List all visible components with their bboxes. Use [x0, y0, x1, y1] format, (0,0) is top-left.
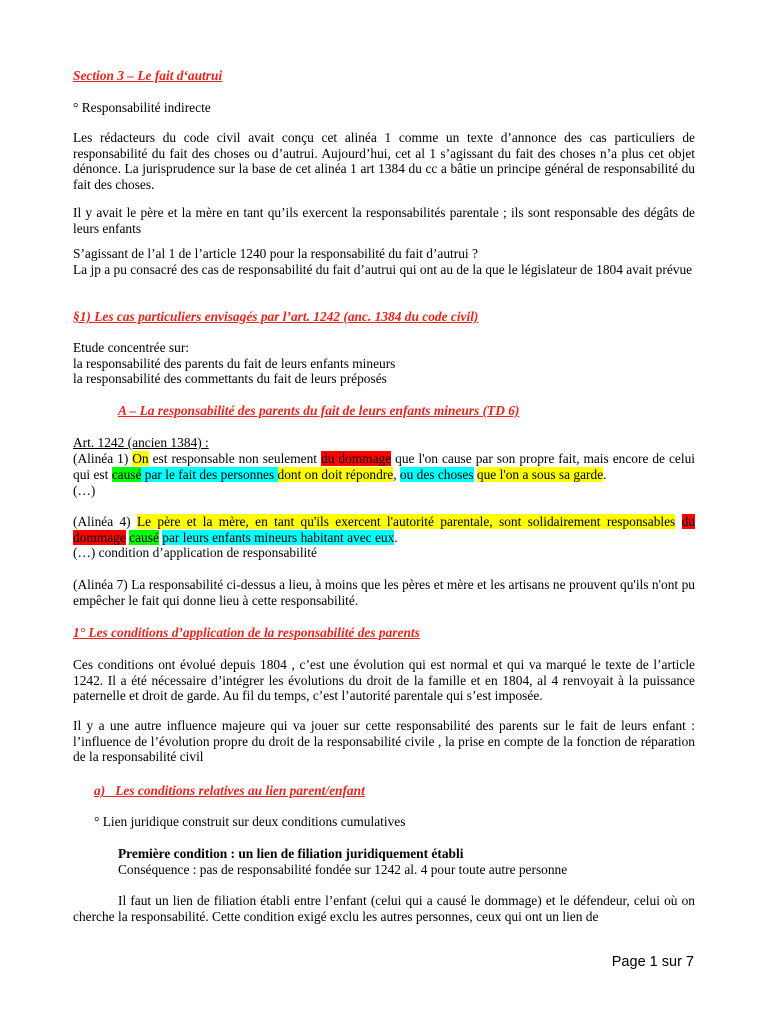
heading-A: A – La responsabilité des parents du fait de leurs enfants mineurs (TD 6): [118, 403, 520, 418]
alinea-4-text: [675, 514, 681, 529]
section-title: Section 3 – Le fait d‘autrui: [73, 68, 223, 83]
alinea-4-text: .: [394, 529, 398, 545]
alinea-1-text: .: [603, 466, 607, 482]
alinea-1: [73, 451, 695, 482]
ellipsis: (…): [73, 483, 96, 498]
resp-indirecte-label: ° Responsabilité indirecte: [73, 100, 211, 115]
etude-intro: Etude concentrée sur:: [73, 340, 189, 355]
highlight-dommage: du dommage: [73, 514, 695, 545]
heading-1-conditions: 1° Les conditions d’application de la responsabilité des parents: [73, 625, 420, 640]
paragraph-1: Les rédacteurs du code civil avait conçu cet alinéa 1 comme un texte d’annonce des cas particuliers de responsabilité du fait des choses ou d’autrui. Aujourd’hui, cet al 1 s’agissant du fait des choses n’a plus cet objet dénonce. La jurisprudence sur la base de cet alinéa 1 art 1384 du cc a bâtie un principe général de responsabilité du fait des choses.: [73, 130, 695, 192]
highlight-pere-mere: Le père et la mère, en tant qu'ils exercent l'autorité parentale, sont solidairement responsables: [136, 514, 676, 529]
heading-a-lien: [94, 783, 695, 799]
lien-juridique: ° Lien juridique construit sur deux conditions cumulatives: [94, 814, 406, 829]
highlight-dommage: du dommage: [321, 451, 392, 466]
highlight-enfants: par leurs enfants mineurs habitant avec eux: [162, 529, 395, 545]
etude-item: la responsabilité des parents du fait de leurs enfants mineurs: [73, 355, 396, 371]
highlight-par-le-fait: par le fait des personnes: [141, 466, 278, 482]
alinea-7: (Alinéa 7) La responsabilité ci-dessus a lieu, à moins que les pères et mère et les artisans ne prouvent qu'ils n'ont pu empêcher le fait qui donne lieu à cette responsabilité.: [73, 577, 695, 608]
heading-a-text: Les conditions relatives au lien parent/enfant: [115, 783, 365, 798]
paragraph-2: Il y avait le père et la mère en tant qu’ils exercent la responsabilités parentale ; ils sont responsable des dégâts de leurs enfants: [73, 205, 695, 236]
highlight-ou-des-choses: ou des choses: [399, 466, 474, 482]
paragraph-5: Il y a une autre influence majeure qui va jouer sur cette responsabilité des parents sur le fait de leurs enfant : l’influence de l’évolution propre du droit de la responsabilité civile , la prise en compte de la fonction de réparation de la responsabilité civil: [73, 718, 695, 764]
highlight-dont-on-doit: dont on doit répondre: [277, 466, 394, 482]
alinea-1-text: est responsable non seulement: [148, 451, 321, 466]
highlight-garde: que l'on a sous sa garde: [476, 466, 604, 482]
premiere-condition: Première condition : un lien de filiation juridiquement établi: [118, 846, 464, 861]
etude-list: [73, 340, 695, 387]
heading-a-number: a): [94, 783, 106, 798]
paragraph-4: Ces conditions ont évolué depuis 1804 , c’est une évolution qui est normal et qui va marqué le texte de l’article 1242. Il a été nécessaire d’intégrer les évolutions du droit de la famille et en 1804, al 4 renvoyait à la puissance paternelle et droit de garde. Au fil du temps, c’est l’autorité parentale qui s’est imposée.: [73, 657, 695, 703]
paragraph-3: [73, 246, 695, 277]
highlight-on: On: [132, 451, 149, 466]
paragraph-3-line-2: La jp a pu consacré des cas de responsabilité du fait d’autrui qui ont au de la que le législateur de 1804 avait prévue: [73, 261, 693, 277]
paragraph-6: Il faut un lien de filiation établi entre l’enfant (celui qui a causé le dommage) et le défendeur, celui où on cherche la responsabilité. Cette condition exigé exclu les autres personnes, ceux qui ont un lien de: [73, 893, 695, 924]
consequence: Conséquence : pas de responsabilité fondée sur 1242 al. 4 pour toute autre personne: [118, 861, 568, 877]
alinea-4-prefix: (Alinéa 4): [73, 514, 137, 529]
article-reference: Art. 1242 (ancien 1384) :: [73, 435, 209, 450]
highlight-cause: causé: [111, 466, 142, 482]
alinea-1-text: ,: [393, 466, 400, 482]
highlight-cause: causé: [129, 529, 159, 545]
paragraph-3-line-1: S’agissant de l’al 1 de l’article 1240 pour la responsabilité du fait d’autrui ?: [73, 246, 478, 261]
page-number: Page 1 sur 7: [611, 954, 694, 970]
heading-section-1: §1) Les cas particuliers envisagés par l’art. 1242 (anc. 1384 du code civil): [73, 309, 479, 324]
alinea-1-text: que l'on cause par son propre fait, mais encore de celui qui est: [73, 451, 696, 482]
condition-application: (…) condition d’application de responsabilité: [73, 545, 317, 560]
alinea-1-prefix: (Alinéa 1): [73, 451, 133, 466]
premiere-condition-block: [118, 846, 695, 877]
document-page: [73, 0, 695, 1024]
alinea-4: [73, 514, 695, 545]
etude-item: la responsabilité des commettants du fait de leurs préposés: [73, 371, 387, 386]
